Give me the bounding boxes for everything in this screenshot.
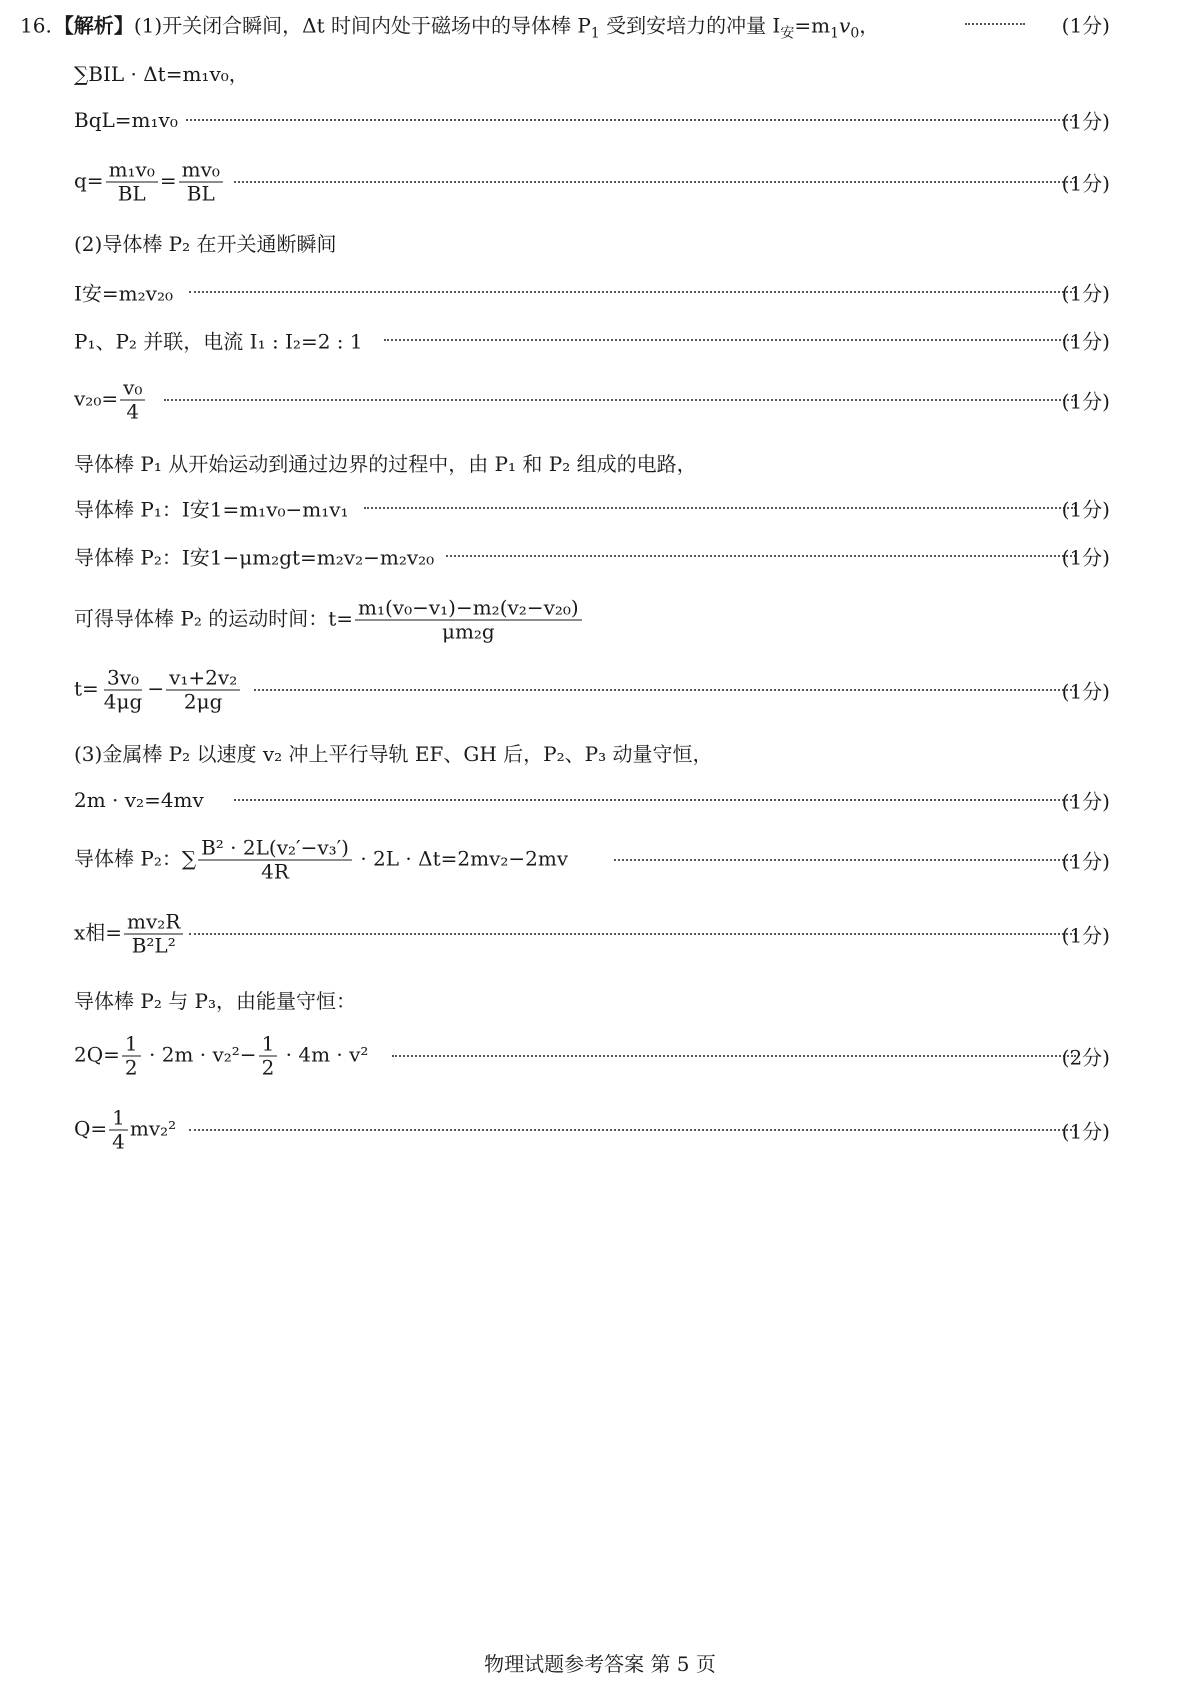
leader-dots — [234, 799, 1076, 801]
energy-line — [74, 1026, 1200, 1086]
bql-equation: BqL=m₁v₀ — [74, 108, 178, 132]
part3-title: (3)金属棒 P₂ 以速度 v₂ 冲上平行导轨 EF、GH 后，P₂、P₃ 动量守恒， — [74, 742, 713, 766]
fraction: $\frac{1}{2}$ — [122, 1033, 141, 1080]
p1-equation: 导体棒 P₁：I安1=m₁v₀−m₁v₁ — [74, 497, 349, 522]
score: (1分) — [1061, 13, 1110, 38]
v20-line — [74, 370, 1200, 430]
part2-title: (2)导体棒 P₂ 在开关通断瞬间 — [74, 232, 337, 256]
score: (1分) — [1061, 171, 1110, 196]
fraction: $\frac{\text{B² · 2L(v₂′−v₃′)}}{4R}$ — [198, 837, 352, 884]
fraction: $\frac{\text{v₀}}{4}$ — [120, 377, 145, 424]
leader-dots — [392, 1055, 1076, 1057]
score: (1分) — [1061, 497, 1110, 522]
q-result-line — [74, 1100, 1200, 1160]
answer-header-line — [20, 0, 1200, 54]
leader-dots — [446, 555, 1076, 557]
score: (1分) — [1061, 679, 1110, 704]
fraction: $\frac{\text{3v₀}}{4\mu g}$ — [103, 665, 143, 714]
fraction: $\frac{\text{m₁(v₀−v₁)−m₂(v₂−v₂₀)}}{\text{μm₂g}}$ — [355, 597, 582, 644]
leader-dots — [189, 1129, 1076, 1131]
fraction: $\frac{\text{m₁v₀}}{BL}$ — [106, 159, 158, 206]
t-expression: 可得导体棒 P₂ 的运动时间：t= $\frac{\text{m₁(v₀−v₁)−m₂(v₂−v₂₀)}}{\text{μm₂g}}$ — [74, 597, 584, 644]
leader-dots — [614, 859, 1076, 861]
leader-dots — [164, 399, 1076, 401]
impulse-equation: I安=m₂v₂₀ — [74, 281, 173, 306]
ampere-line — [74, 830, 1200, 890]
answer-header: 16. 【解析】(1)开关闭合瞬间，Δt 时间内处于磁场中的导体棒 $P_1$ 受到安培力的冲量 $I_安=m_1v_0$， — [20, 13, 880, 42]
p2-line — [74, 526, 1200, 586]
leader-dots — [189, 933, 1076, 935]
t-result-line — [74, 660, 1200, 720]
energy-equation: 2Q= $\frac{1}{2}$ · 2m · v₂²− $\frac{1}{2}$ · 4m · v² — [74, 1031, 369, 1080]
score: (1分) — [1061, 329, 1110, 354]
energy-title: 导体棒 P₂ 与 P₃，由能量守恒： — [74, 989, 357, 1013]
leader-dots — [189, 291, 1076, 293]
sum-bil-line: ∑BIL · Δt=m₁v₀， — [74, 62, 249, 86]
leader-dots — [384, 339, 1076, 341]
score: (1分) — [1061, 1119, 1110, 1144]
leader-dots — [965, 23, 1025, 25]
q-line — [74, 152, 1200, 212]
bql-line — [74, 90, 1200, 150]
score: (1分) — [1061, 389, 1110, 414]
x-rel-line — [74, 904, 1200, 964]
p1-process-text: 导体棒 P₁ 从开始运动到通过边界的过程中，由 P₁ 和 P₂ 组成的电路， — [74, 452, 697, 476]
score: (1分) — [1061, 923, 1110, 948]
score: (1分) — [1061, 109, 1110, 134]
t-expr-line — [74, 590, 1200, 650]
x-rel-equation: x相= $\frac{\text{mv₂R}}{\text{B²L²}}$ — [74, 911, 185, 958]
fraction: $\frac{1}{4}$ — [109, 1107, 128, 1154]
momentum-equation: 2m · v₂=4mv — [74, 788, 204, 812]
analysis-tag: 【解析】 — [53, 13, 134, 38]
fraction: $\frac{\text{v₁+2v₂}}{2\mu g}$ — [166, 667, 240, 714]
q-equation: q= $\frac{\text{m₁v₀}}{BL}$ = $\frac{\text{mv₀}}{BL}$ — [74, 159, 225, 206]
t-result: t= $\frac{\text{3v₀}}{4\mu g}$ − $\frac{\text{v₁+2v₂}}{2\mu g}$ — [74, 667, 242, 714]
v20-equation: v₂₀= $\frac{\text{v₀}}{4}$ — [74, 377, 147, 424]
leader-dots — [254, 689, 1076, 691]
parallel-line — [74, 310, 1200, 370]
q-result: Q= $\frac{1}{4}$ mv₂² — [74, 1105, 177, 1154]
leader-dots — [234, 181, 1076, 183]
leader-dots — [364, 507, 1076, 509]
momentum-line — [74, 770, 1200, 830]
fraction: $\frac{\text{mv₂R}}{\text{B²L²}}$ — [124, 911, 183, 958]
score: (1分) — [1061, 849, 1110, 874]
question-number: 16. — [20, 13, 52, 38]
p2-equation: 导体棒 P₂：I安1−μm₂gt=m₂v₂−m₂v₂₀ — [74, 545, 435, 570]
score: (1分) — [1061, 281, 1110, 306]
fraction: $\frac{\text{mv₀}}{BL}$ — [179, 159, 223, 206]
leader-dots — [186, 119, 1076, 121]
fraction: $\frac{1}{2}$ — [259, 1033, 278, 1080]
score: (2分) — [1061, 1045, 1110, 1070]
page-footer: 物理试题参考答案 第 5 页 — [484, 1652, 716, 1676]
score: (1分) — [1061, 545, 1110, 570]
ampere-equation: 导体棒 P₂：∑ $\frac{\text{B² · 2L(v₂′−v₃′)}}{4R}$ · 2L · Δt=2mv₂−2mv — [74, 835, 569, 884]
score: (1分) — [1061, 789, 1110, 814]
parallel-text: P₁、P₂ 并联，电流 I₁ : I₂=2 : 1 — [74, 329, 363, 354]
